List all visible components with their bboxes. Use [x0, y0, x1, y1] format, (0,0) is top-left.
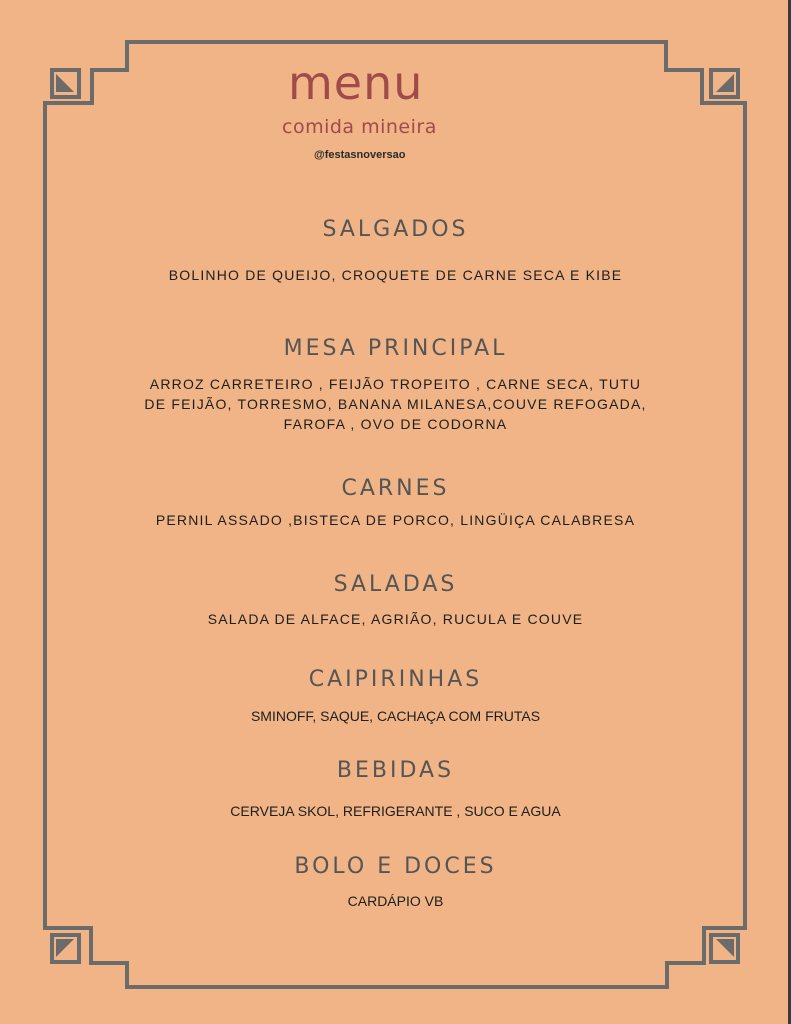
social-handle: @festasnoversao: [314, 149, 406, 161]
section-body-salgados: BOLINHO DE QUEIJO, CROQUETE DE CARNE SECA E KIBE: [168, 267, 623, 283]
section-heading-saladas: SALADAS: [333, 572, 458, 597]
section-body-bolo-e-doces: CARDÁPIO VB: [347, 893, 444, 909]
section-heading-caipirinhas: CAIPIRINHAS: [308, 667, 483, 692]
section-heading-carnes: CARNES: [341, 476, 450, 501]
section-heading-bolo-e-doces: BOLO E DOCES: [294, 854, 497, 879]
section-body-carnes: PERNIL ASSADO ,BISTECA DE PORCO, LINGÜIÇA CALABRESA: [155, 512, 636, 528]
section-heading-bebidas: BEBIDAS: [336, 758, 455, 783]
section-body-mesa-principal: ARROZ CARRETEIRO , FEIJÃO TROPEITO , CARNE SECA, TUTU DE FEIJÃO, TORRESMO, BANANA MILANESA,COUVE REFOGADA, FAROFA , OVO DE CODORNA: [144, 376, 647, 432]
section-body-bebidas: CERVEJA SKOL, REFRIGERANTE , SUCO E AGUA: [230, 803, 561, 819]
section-body-caipirinhas: SMINOFF, SAQUE, CACHAÇA COM FRUTAS: [250, 708, 541, 724]
menu-subtitle: comida mineira: [282, 116, 437, 138]
menu-title: menu: [288, 56, 424, 110]
section-heading-salgados: SALGADOS: [322, 217, 469, 242]
section-heading-mesa-principal: MESA PRINCIPAL: [283, 336, 508, 361]
section-body-saladas: SALADA DE ALFACE, AGRIÃO, RUCULA E COUVE: [207, 611, 584, 627]
